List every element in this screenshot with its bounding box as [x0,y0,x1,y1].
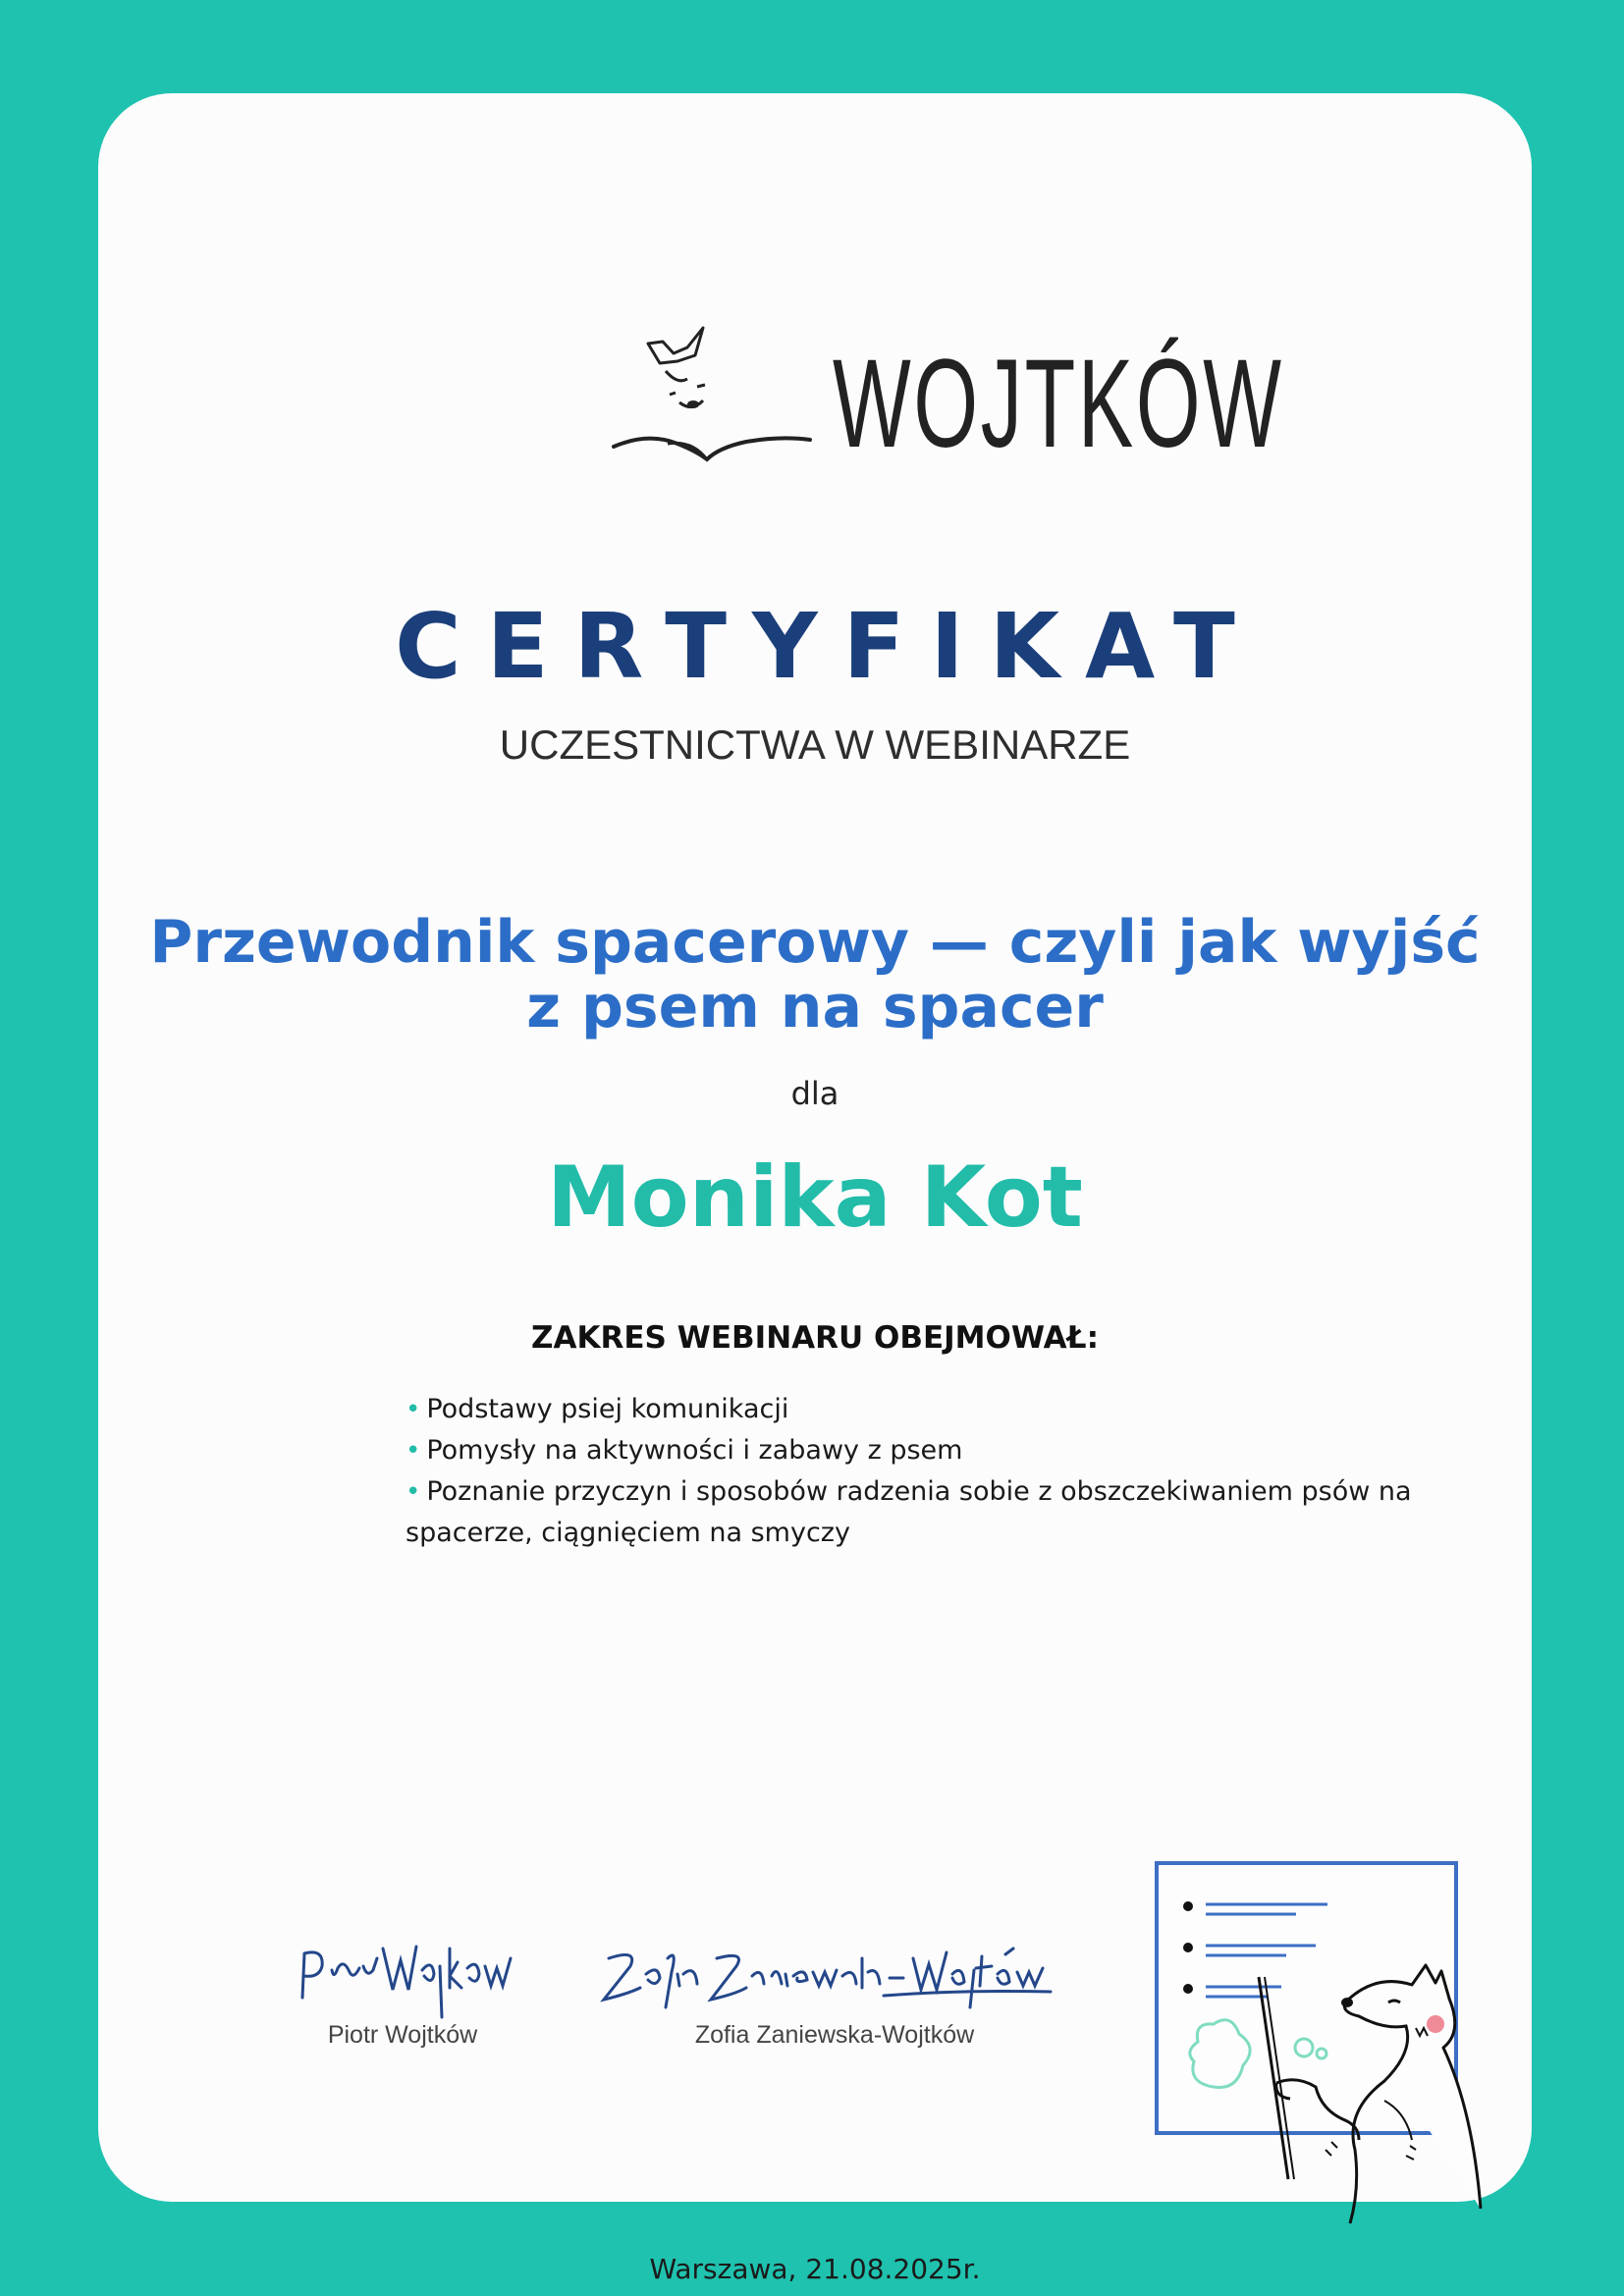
signatory-name-1: Piotr Wojtków [327,2021,478,2049]
brand-logo [609,314,1284,486]
list-item: • Podstawy psiej komunikacji [406,1394,789,1424]
place-and-date: Warszawa, 21.08.2025r. [649,2253,981,2285]
topic-list [406,1389,1515,1554]
participant-name: Monika Kot [547,1148,1083,1247]
signatory-name-2: Zofia Zaniewska-Wojtków [694,2021,975,2049]
certificate-title: CERTYFIKAT [395,594,1261,699]
signature-block-2 [589,1929,1080,2050]
handwritten-signature-1 [285,1929,520,2017]
signature-block-1 [285,1929,520,2050]
scope-heading: ZAKRES WEBINARU OBEJMOWAŁ: [531,1320,1099,1356]
dog-presenting-board-illustration-icon [1149,1855,1512,2228]
bullet-icon: • [406,1395,421,1424]
bullet-icon: • [406,1477,421,1507]
list-item: • Pomysły na aktywności i zabawy z psem [406,1435,963,1466]
for-label: dla [790,1075,839,1112]
dog-book-logo-icon [609,314,835,486]
bullet-icon: • [406,1436,421,1466]
webinar-title [98,910,1532,1040]
brand-wordmark: WOJTKÓW [833,334,1284,474]
certificate-subtitle: UCZESTNICTWA W WEBINARZE [499,721,1131,768]
webinar-title-line-2: z psem na spacer [526,973,1104,1041]
list-item: • Poznanie przyczyn i sposobów radzenia sobie z obszczekiwaniem psów na spacerze, ciągnięciem na smyczy [406,1476,1412,1548]
webinar-title-line-1: Przewodnik spacerowy — czyli jak wyjść [149,908,1481,977]
handwritten-signature-2 [589,1929,1080,2017]
